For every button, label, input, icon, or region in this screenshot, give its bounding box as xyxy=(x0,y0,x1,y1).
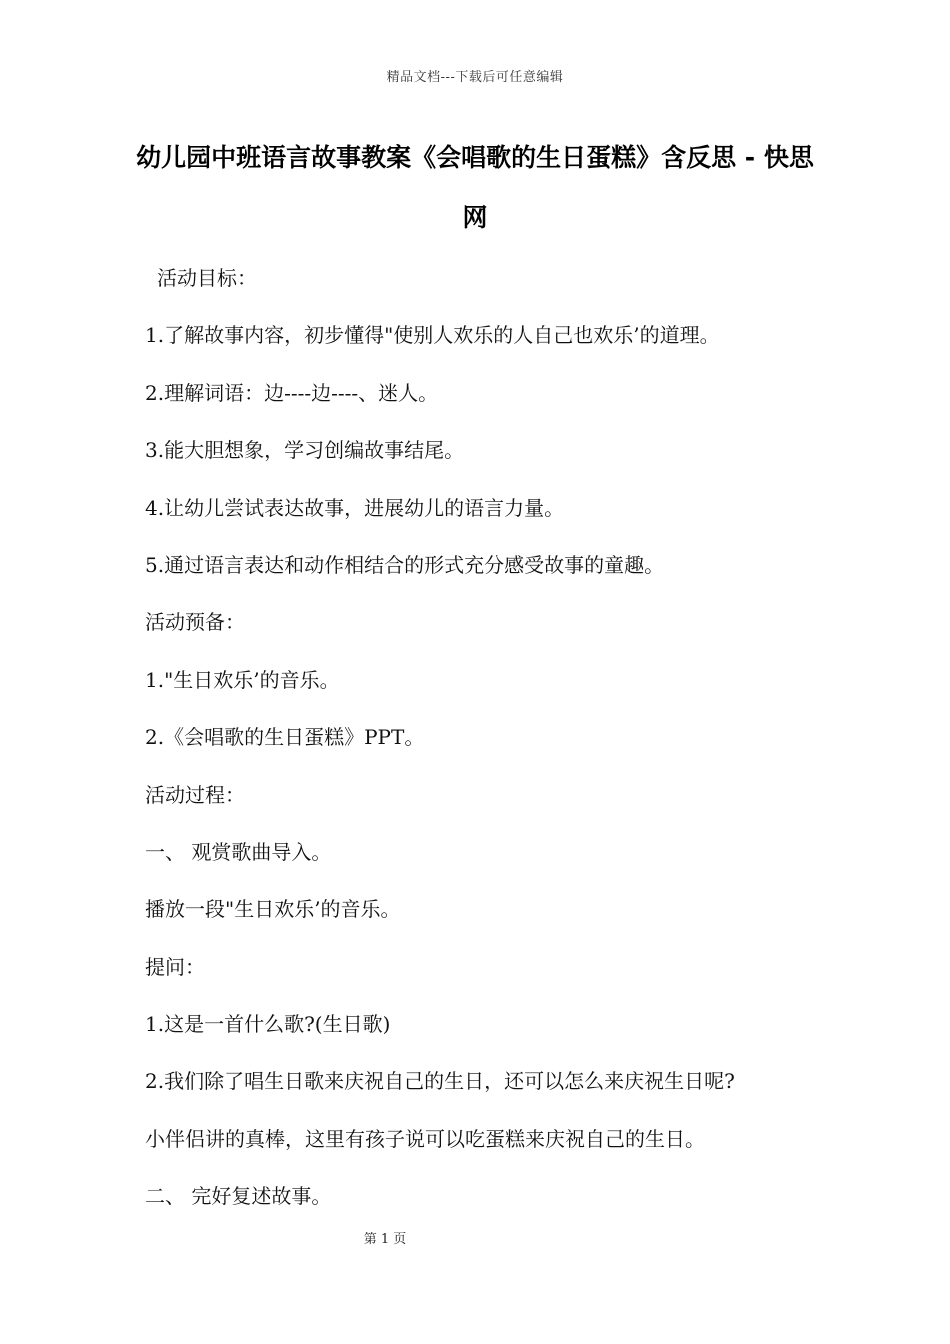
paragraph: 小伴侣讲的真棒，这里有孩子说可以吃蛋糕来庆祝自己的生日。 xyxy=(145,1126,705,1151)
paragraph: 播放一段"生日欢乐’的音乐。 xyxy=(145,897,401,922)
document-title: 幼儿园中班语言故事教案《会唱歌的生日蛋糕》含反思 - 快思网 xyxy=(136,143,814,232)
objective-item: 2.理解词语：边----边----、迷人。 xyxy=(145,380,439,405)
process-step-heading: 二、 完好复述故事。 xyxy=(145,1184,332,1209)
section-heading-preparation: 活动预备： xyxy=(145,610,245,635)
question-item: 2.我们除了唱生日歌来庆祝自己的生日，还可以怎么来庆祝生日呢? xyxy=(145,1069,735,1094)
objective-item: 4.让幼儿尝试表达故事，进展幼儿的语言力量。 xyxy=(145,495,565,520)
section-heading-process: 活动过程： xyxy=(145,782,245,807)
document-body xyxy=(145,258,825,1234)
question-item: 1.这是一首什么歌?(生日歌) xyxy=(145,1012,391,1037)
objective-item: 3.能大胆想象，学习创编故事结尾。 xyxy=(145,438,465,463)
objective-item: 5.通过语言表达和动作相结合的形式充分感受故事的童趣。 xyxy=(145,552,665,577)
objective-item: 1.了解故事内容，初步懂得"使别人欢乐的人自己也欢乐’的道理。 xyxy=(145,323,720,348)
section-heading-objectives: 活动目标： xyxy=(157,266,257,290)
header-note: 精品文档---下载后可任意编辑 xyxy=(386,70,564,85)
paragraph: 提问： xyxy=(145,954,205,979)
preparation-item: 2.《会唱歌的生日蛋糕》PPT。 xyxy=(145,725,425,750)
page-number: 第 1 页 xyxy=(363,1232,407,1247)
process-step-heading: 一、 观赏歌曲导入。 xyxy=(145,839,332,864)
preparation-item: 1."生日欢乐’的音乐。 xyxy=(145,667,340,692)
